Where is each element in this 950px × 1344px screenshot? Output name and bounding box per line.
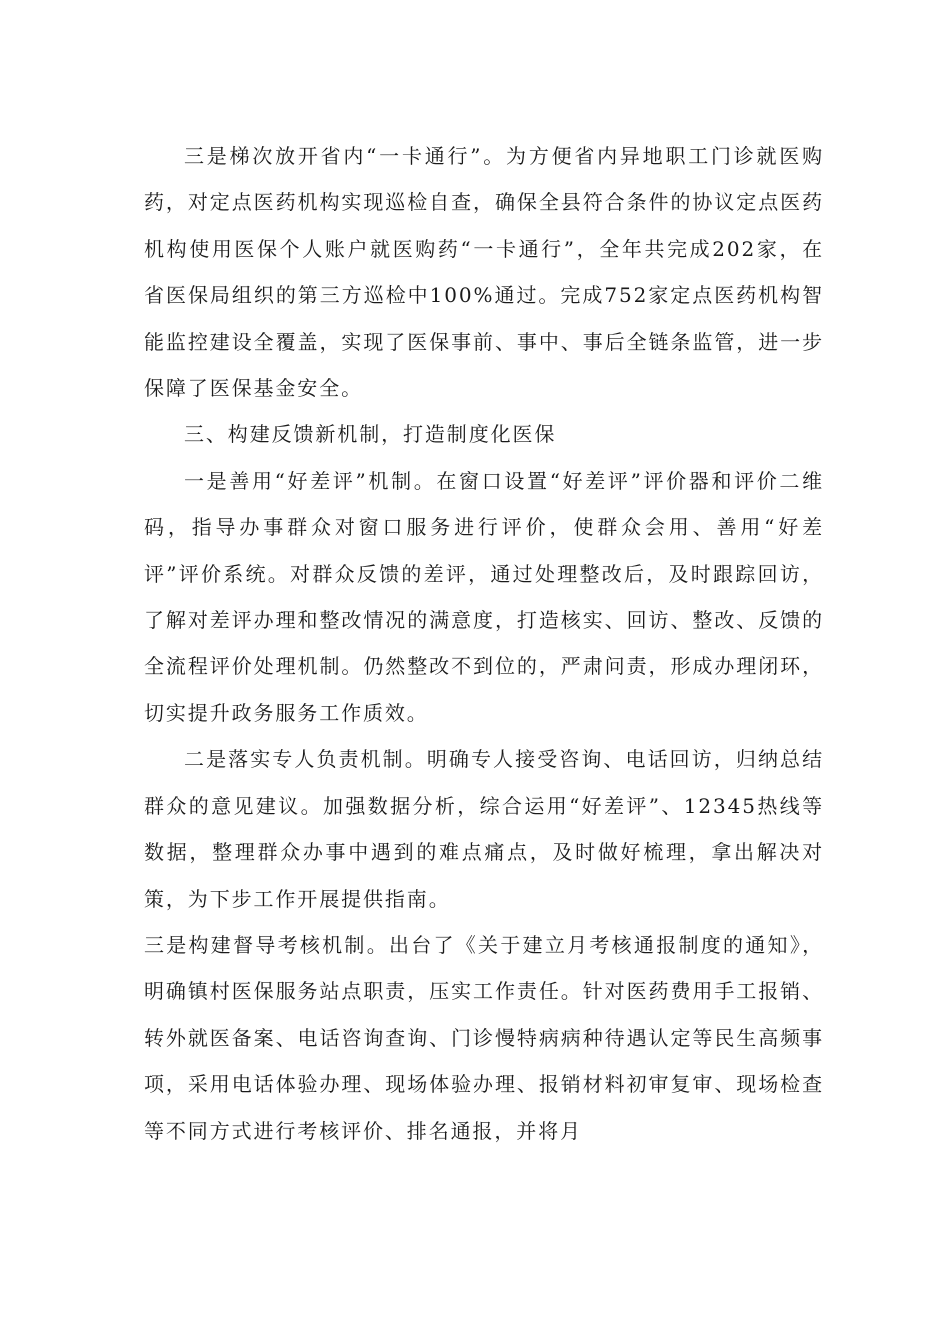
paragraph-good-bad-review: 一是善用“好差评”机制。在窗口设置“好差评”评价器和评价二维码，指导办事群众对窗口服务进行评价，使群众会用、善用“好差评”评价系统。对群众反馈的差评，通过处理整改后，及时跟踪回访，了解对差评办理和整改情况的满意度，打造核实、回访、整改、反馈的全流程评价处理机制。仍然整改不到位的，严肃问责，形成办理闭环，切实提升政务服务工作质效。	[144, 468, 824, 725]
paragraph-supervision: 三是构建督导考核机制。出台了《关于建立月考核通报制度的通知》，明确镇村医保服务站点职责，压实工作责任。针对医药费用手工报销、转外就医备案、电话咨询查询、门诊慢特病病种待遇认定等民生高频事项，采用电话体验办理、现场体验办理、报销材料初审复审、现场检查等不同方式进行考核评价、排名通报，并将月	[144, 932, 824, 1143]
section-heading-feedback: 三、构建反馈新机制，打造制度化医保	[184, 422, 557, 447]
document-body	[144, 133, 824, 1154]
paragraph-dedicated-person: 二是落实专人负责机制。明确专人接受咨询、电话回访，归纳总结群众的意见建议。加强数据分析，综合运用“好差评”、12345热线等数据，整理群众办事中遇到的难点痛点，及时做好梳理，拿出解决对策，为下步工作开展提供指南。	[144, 747, 824, 911]
paragraph-tier-open: 三是梯次放开省内“一卡通行”。为方便省内异地职工门诊就医购药，对定点医药机构实现巡检自查，确保全县符合条件的协议定点医药机构使用医保个人账户就医购药“一卡通行”，全年共完成202家，在省医保局组织的第三方巡检中100%通过。完成752家定点医药机构智能监控建设全覆盖，实现了医保事前、事中、事后全链条监管，进一步保障了医保基金安全。	[144, 144, 824, 401]
